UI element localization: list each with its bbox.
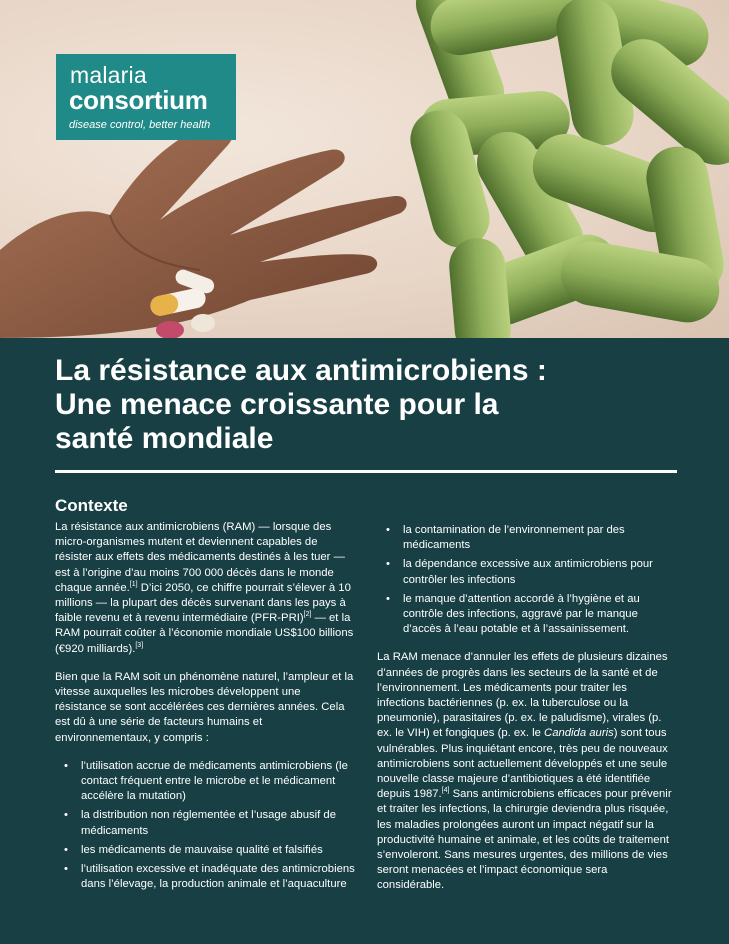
title-line-3: santé mondiale (55, 422, 274, 455)
logo-line-1: malaria (70, 62, 147, 88)
hand-shape (0, 119, 407, 338)
left-bullet-list (55, 759, 355, 893)
left-paragraph-1 (55, 520, 355, 657)
text-run: Sans antimicrobiens efficaces pour prévenir et traiter les infections, la chirurgie deviendra plus risquée, les maladies prolongées auront un impact négatif sur la productivité humaine et animale, et les coûts de traitement s’envoleront. Sans mesures urgentes, des millions de vies seront menacées et l’impact économique sera considérable. (377, 788, 672, 892)
title-line-2: Une menace croissante pour la (55, 388, 499, 421)
text-run: ) sont tous vulnérables. Plus inquiétant encore, très peu de nouveaux antimicrobiens sont actuellement développés et une seule nouvelle classe majeure d’antibiotiques a été identifiée depuis 1987. (377, 727, 668, 801)
reference-1: [1] (129, 581, 138, 589)
page-title (55, 354, 695, 456)
list-item: • la distribution non réglementée et l’usage abusif de médicaments (55, 808, 355, 838)
right-bullet-list (377, 523, 677, 637)
text-run: La résistance aux antimicrobiens (RAM) — lorsque des micro-organismes mutent et deviennent capables de résister aux effets des médicaments destinés à les tuer — est à l’origine d’au moins 700 000 décès dans le monde chaque année. (55, 521, 345, 594)
logo-tagline: disease control, better health (69, 119, 211, 131)
list-item: • l’utilisation accrue de médicaments antimicrobiens (le contact fréquent entre le microbe et le médicament accélère la mutation) (55, 759, 355, 805)
list-item: • le manque d’attention accordé à l’hygiène et au contrôle des infections, aggravé par le manque d’accès à l’eau potable et à l’assainissement. (377, 592, 677, 638)
text-run: — et la RAM pourrait coûter à l’économie mondiale US$100 billions (€920 milliards). (55, 612, 354, 655)
reference-2: [2] (303, 611, 312, 619)
reference-4: [4] (441, 787, 450, 795)
list-item: • la contamination de l’environnement par des médicaments (377, 523, 677, 553)
left-column (55, 520, 355, 905)
right-column (377, 523, 677, 907)
logo-line-2: consortium (69, 85, 208, 115)
title-line-1: La résistance aux antimicrobiens : (55, 354, 547, 387)
text-run: La RAM menace d’annuler les effets de plusieurs dizaines d’années de progrès dans les secteurs de la santé et de l’environnement. Les médicaments pour traiter les infections bactériennes (p. ex. la tuberculose ou la pneumonie), parasitaires (p. ex. le paludisme), virales (p. ex. le VIH) et fongiques (p. ex. le (377, 651, 668, 740)
title-divider (55, 470, 677, 473)
malaria-consortium-logo (56, 54, 236, 140)
hero-illustration (0, 0, 729, 338)
text-run: D’ici 2050, ce chiffre pourrait s’élever à 10 millions — la plupart des décès survenant dans les pays à faible revenu et à revenu intermédiaire (PFR-PRI) (55, 581, 351, 625)
list-item: • les médicaments de mauvaise qualité et falsifiés (55, 843, 355, 858)
right-paragraph-1 (377, 650, 677, 893)
species-name: Candida auris (544, 727, 614, 740)
list-item: • l’utilisation excessive et inadéquate des antimicrobiens dans l’élevage, la production animale et l’aquaculture (55, 862, 355, 892)
list-item: • la dépendance excessive aux antimicrobiens pour contrôler les infections (377, 557, 677, 587)
section-heading: Contexte (55, 496, 128, 515)
hero-image (0, 0, 729, 338)
bacteria-cluster (404, 0, 729, 338)
reference-3: [3] (135, 641, 144, 649)
left-paragraph-2: Bien que la RAM soit un phénomène naturel, l’ampleur et la vitesse auxquelles les microbes développent une résistance se sont accélérées ces dernières années. Cela est dû à une série de facteurs humains et environnementaux, y compris : (55, 670, 354, 744)
